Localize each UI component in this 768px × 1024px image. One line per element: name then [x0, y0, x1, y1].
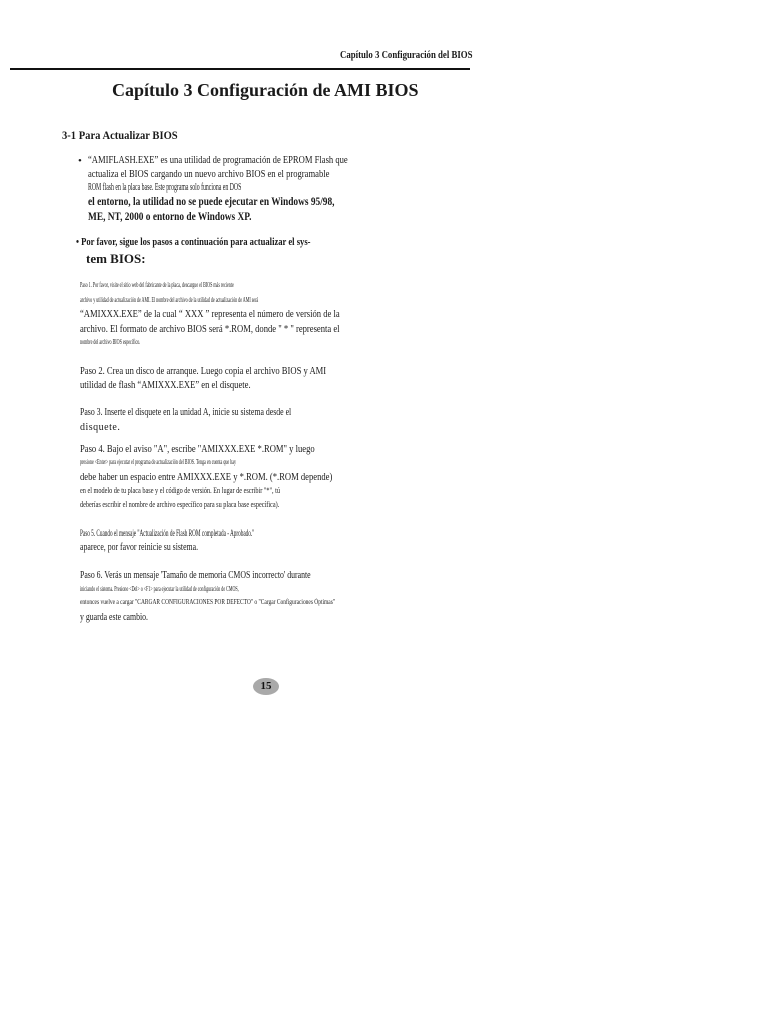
step6-line-3: entonces vuelve a cargar "CARGAR CONFIGURACIONES POR DEFECTO" o "Cargar Configuraciones Óptimas"	[80, 598, 336, 606]
step1-line-3: “AMIXXX.EXE” de la cual “ XXX ” representa el número de versión de la	[80, 308, 340, 320]
step4-line-3: debe haber un espacio entre AMIXXX.EXE y *.ROM. (*.ROM depende)	[80, 471, 333, 483]
step4-line-4: en el modelo de tu placa base y el código de versión. En lugar de escribir "*", tú	[80, 486, 281, 495]
step1-line-4: archivo. El formato de archivo BIOS será *.ROM, donde " * " representa el	[80, 323, 340, 335]
chapter-title: Capítulo 3 Configuración de AMI BIOS	[112, 80, 419, 100]
step1-line-5: nombre del archivo BIOS específico.	[80, 338, 141, 346]
bullet1-line-2: actualiza el BIOS cargando un nuevo archivo BIOS en el programable	[88, 168, 330, 180]
step4-line-2: presione <Enter> para ejecutar el programa de actualización del BIOS. Tenga en cuenta que hay	[80, 458, 237, 466]
step2-line-1: Paso 2. Crea un disco de arranque. Luego copia el archivo BIOS y AMI	[80, 365, 327, 377]
step3-line-1: Paso 3. Inserte el disquete en la unidad A, inicie su sistema desde el	[80, 407, 292, 418]
step4-line-1: Paso 4. Bajo el aviso "A", escribe "AMIXXX.EXE *.ROM" y luego	[80, 443, 315, 455]
step1-line-1: Paso 1. Por favor, visite el sitio web del fabricante de la placa, descargue el BIOS más reciente	[80, 281, 234, 289]
bullet1-line-3: ROM flash en la placa base. Este programa solo funciona en DOS	[88, 182, 242, 193]
step6-line-1: Paso 6. Verás un mensaje 'Tamaño de memoria CMOS incorrecto' durante	[80, 570, 311, 581]
step6-line-4: y guarda este cambio.	[80, 612, 149, 623]
bullet2-line-2: tem BIOS:	[86, 251, 146, 266]
bullet1-line-1: “AMIFLASH.EXE” es una utilidad de programación de EPROM Flash que	[88, 154, 348, 166]
step2-line-2: utilidad de flash “AMIXXX.EXE” en el disquete.	[80, 379, 251, 391]
section-heading: 3-1 Para Actualizar BIOS	[62, 128, 178, 142]
step4-line-5: deberías escribir el nombre de archivo específico para su placa base específica).	[80, 500, 280, 509]
bullet2-line-1: • Por favor, sigue los pasos a continuación para actualizar el sys-	[76, 236, 311, 248]
step1-line-2: archivo y utilidad de actualización de AMI. El nombre del archivo de la utilidad de actualización de AMI será	[80, 296, 259, 304]
running-header: Capítulo 3 Configuración del BIOS	[340, 50, 473, 61]
header-rule	[10, 68, 470, 70]
page-number: 15	[253, 678, 279, 695]
bullet1-line-4: el entorno, la utilidad no se puede ejecutar en Windows 95/98,	[88, 194, 335, 208]
bullet1-line-5: ME, NT, 2000 o entorno de Windows XP.	[88, 209, 252, 223]
step3-line-2: disquete.	[80, 422, 121, 433]
step6-line-2: iniciando el sistema. Presione <Del> o <F1> para ejecutar la utilidad de configuración de CMOS,	[80, 585, 239, 593]
step5-line-2: aparece, por favor reinicie su sistema.	[80, 542, 199, 553]
bullet-marker: •	[78, 155, 82, 167]
step5-line-1: Paso 5. Cuando el mensaje "Actualización de Flash ROM completada - Aprobado."	[80, 528, 255, 538]
